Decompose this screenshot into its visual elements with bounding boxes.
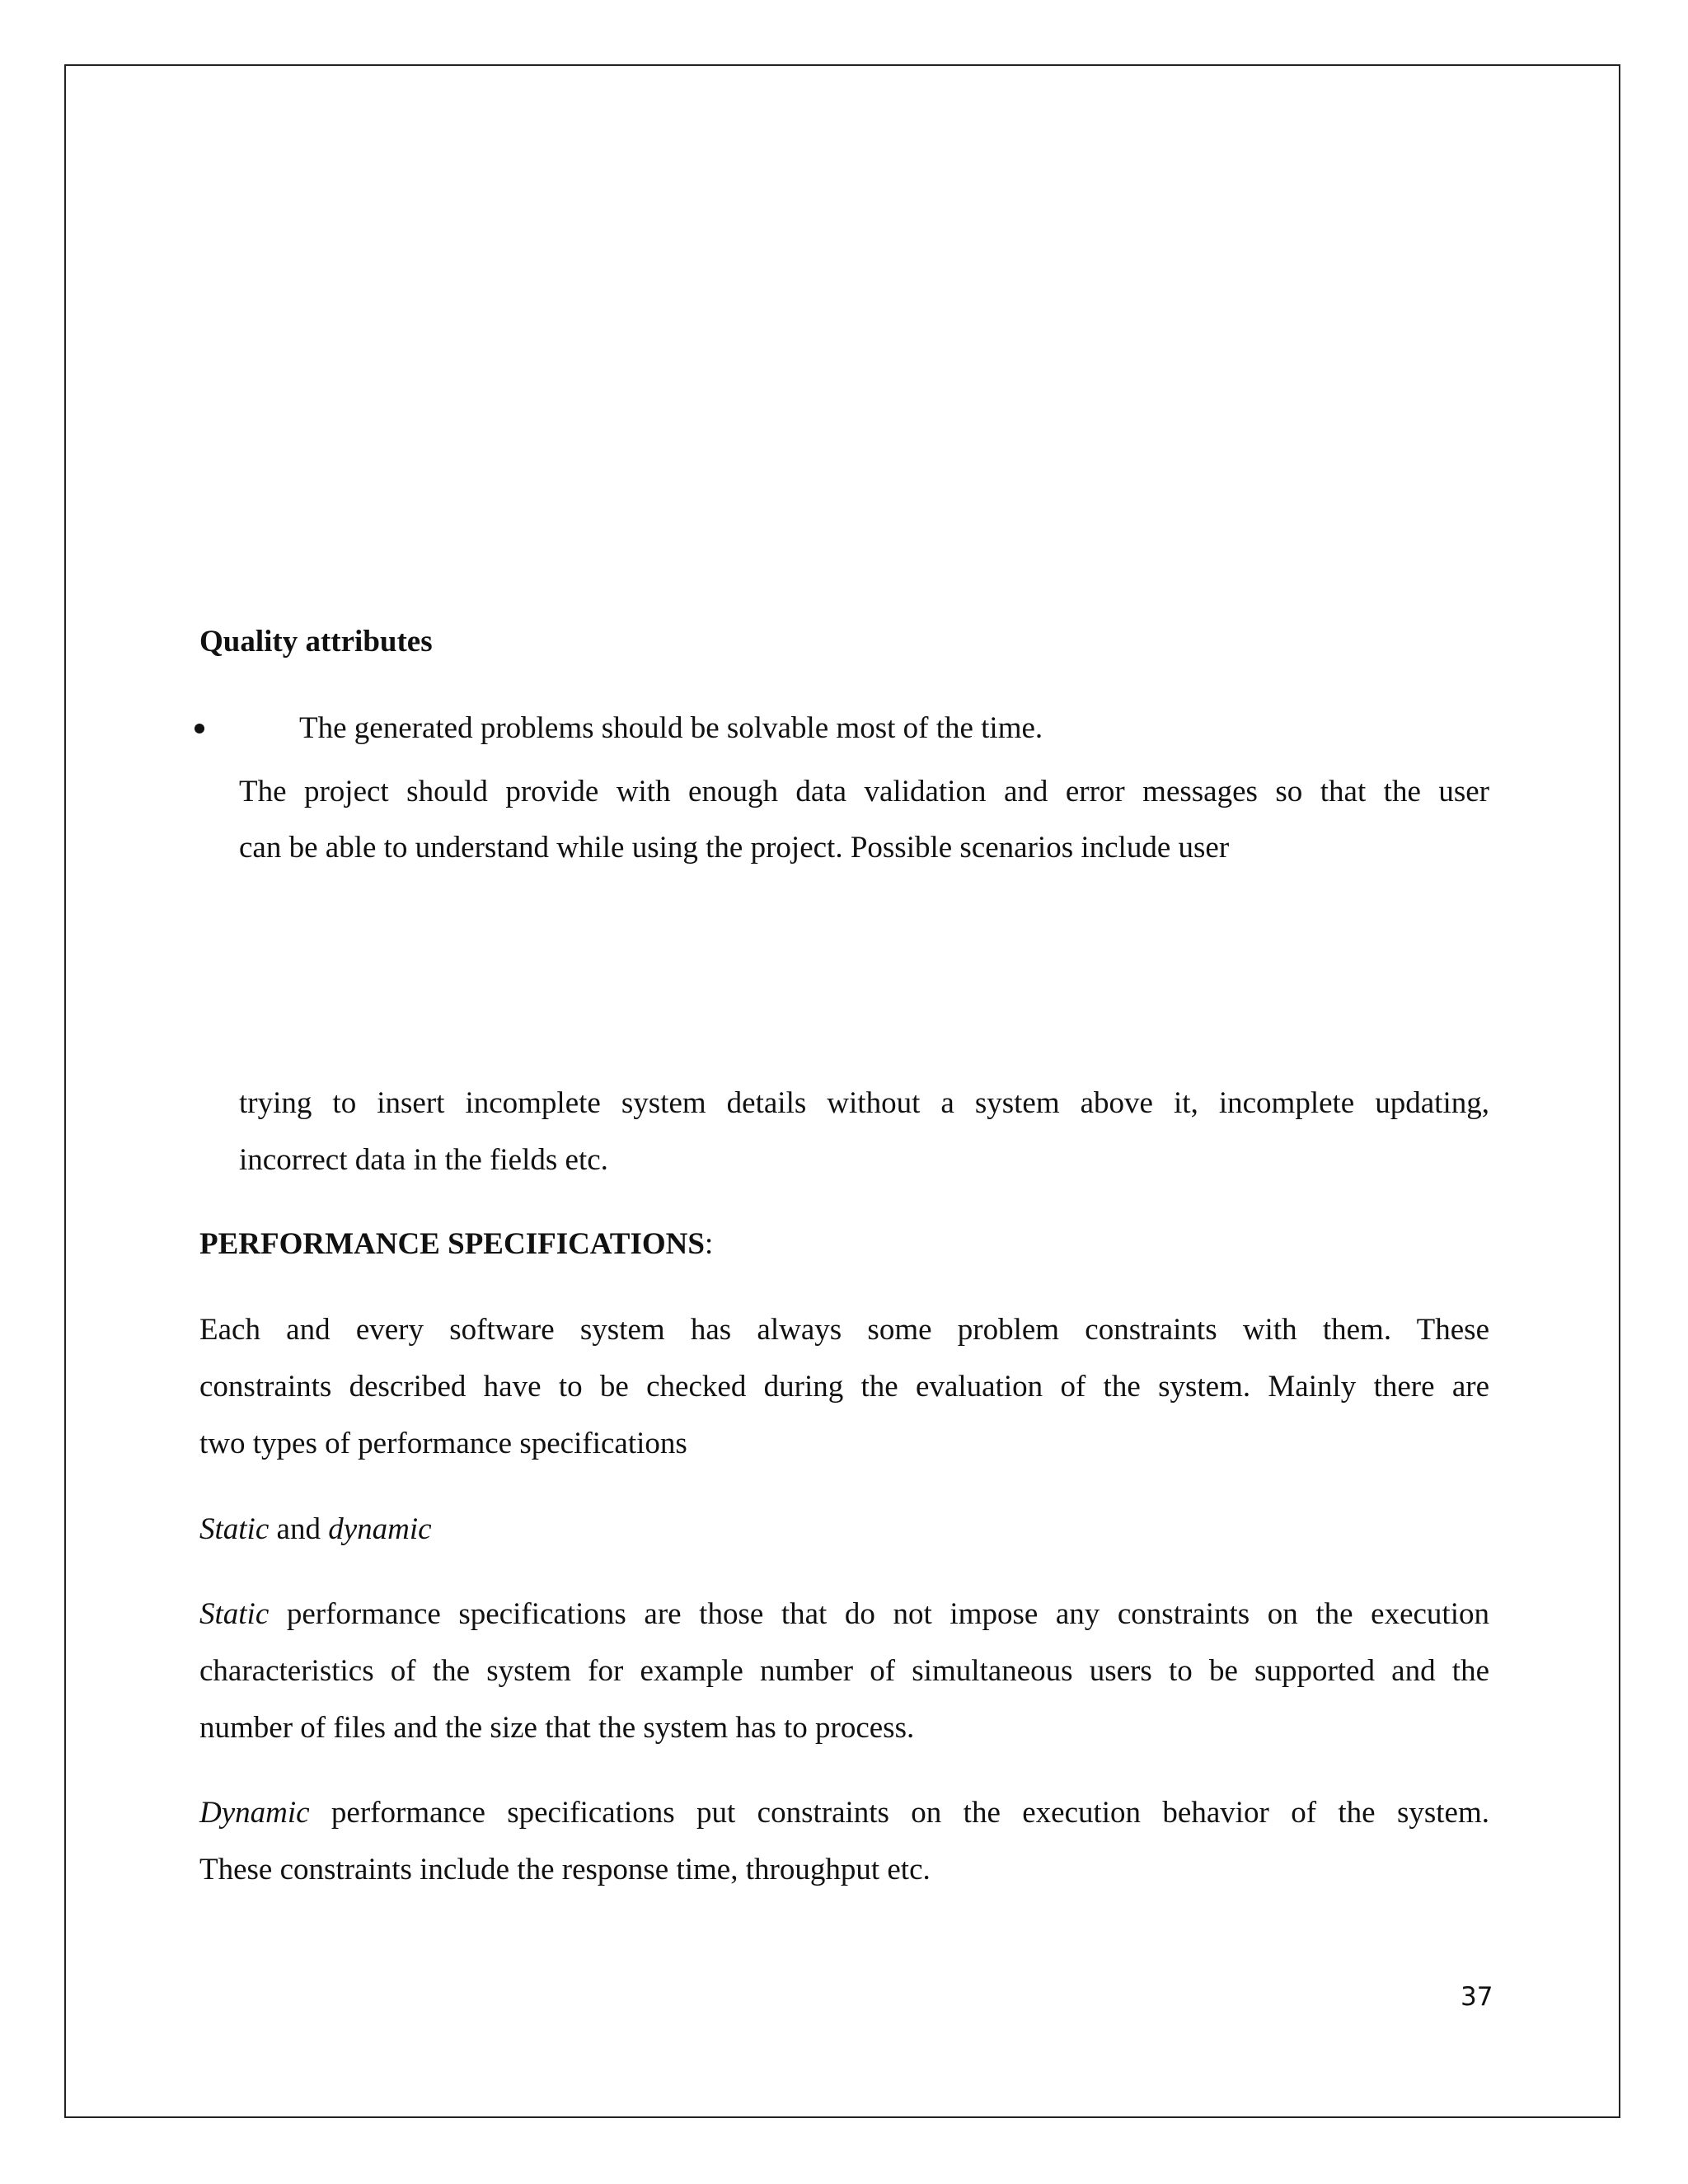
static-line-1-text: performance specifications are those that do not impose any constraints on the execution <box>269 1597 1489 1631</box>
bullet-icon <box>195 724 204 733</box>
dynamic-paragraph-line-1 <box>199 1795 1489 1831</box>
bullet-item-text: The generated problems should be solvable most of the time. <box>299 711 1043 745</box>
validation-paragraph-line-1: The project should provide with enough data validation and error messages so that the user <box>239 775 1489 808</box>
specification-types-line <box>199 1511 432 1548</box>
static-term: Static <box>199 1597 270 1631</box>
dynamic-paragraph-line-2: These constraints include the response time, throughput etc. <box>199 1853 931 1886</box>
performance-intro-line-3: two types of performance specifications <box>199 1427 687 1460</box>
performance-intro-line-2: constraints described have to be checked during the evaluation of the system. Mainly there are <box>199 1370 1489 1404</box>
static-paragraph-line-1 <box>199 1596 1489 1633</box>
dynamic-term: Dynamic <box>199 1796 310 1830</box>
types-and-text: and <box>269 1512 329 1546</box>
performance-heading-text: PERFORMANCE SPECIFICATIONS <box>199 1227 705 1261</box>
page-number: 37 <box>1461 1982 1493 2012</box>
dynamic-line-1-text: performance specifications put constraints on the execution behavior of the system. <box>309 1796 1489 1830</box>
scenarios-paragraph-line-1: trying to insert incomplete system details without a system above it, incomplete updating, <box>239 1086 1489 1120</box>
quality-attributes-heading: Quality attributes <box>199 625 433 658</box>
validation-paragraph-line-2: can be able to understand while using the project. Possible scenarios include user <box>239 831 1230 865</box>
performance-heading-colon: : <box>704 1227 714 1261</box>
static-paragraph-line-2: characteristics of the system for example number of simultaneous users to be supported and the <box>199 1654 1489 1688</box>
types-static-term: Static <box>199 1512 270 1546</box>
types-dynamic-term: dynamic <box>328 1512 432 1546</box>
performance-specifications-heading <box>199 1226 713 1263</box>
static-paragraph-line-3: number of files and the size that the system has to process. <box>199 1711 915 1745</box>
scenarios-paragraph-line-2: incorrect data in the fields etc. <box>239 1143 608 1177</box>
performance-intro-line-1: Each and every software system has always some problem constraints with them. These <box>199 1313 1489 1347</box>
